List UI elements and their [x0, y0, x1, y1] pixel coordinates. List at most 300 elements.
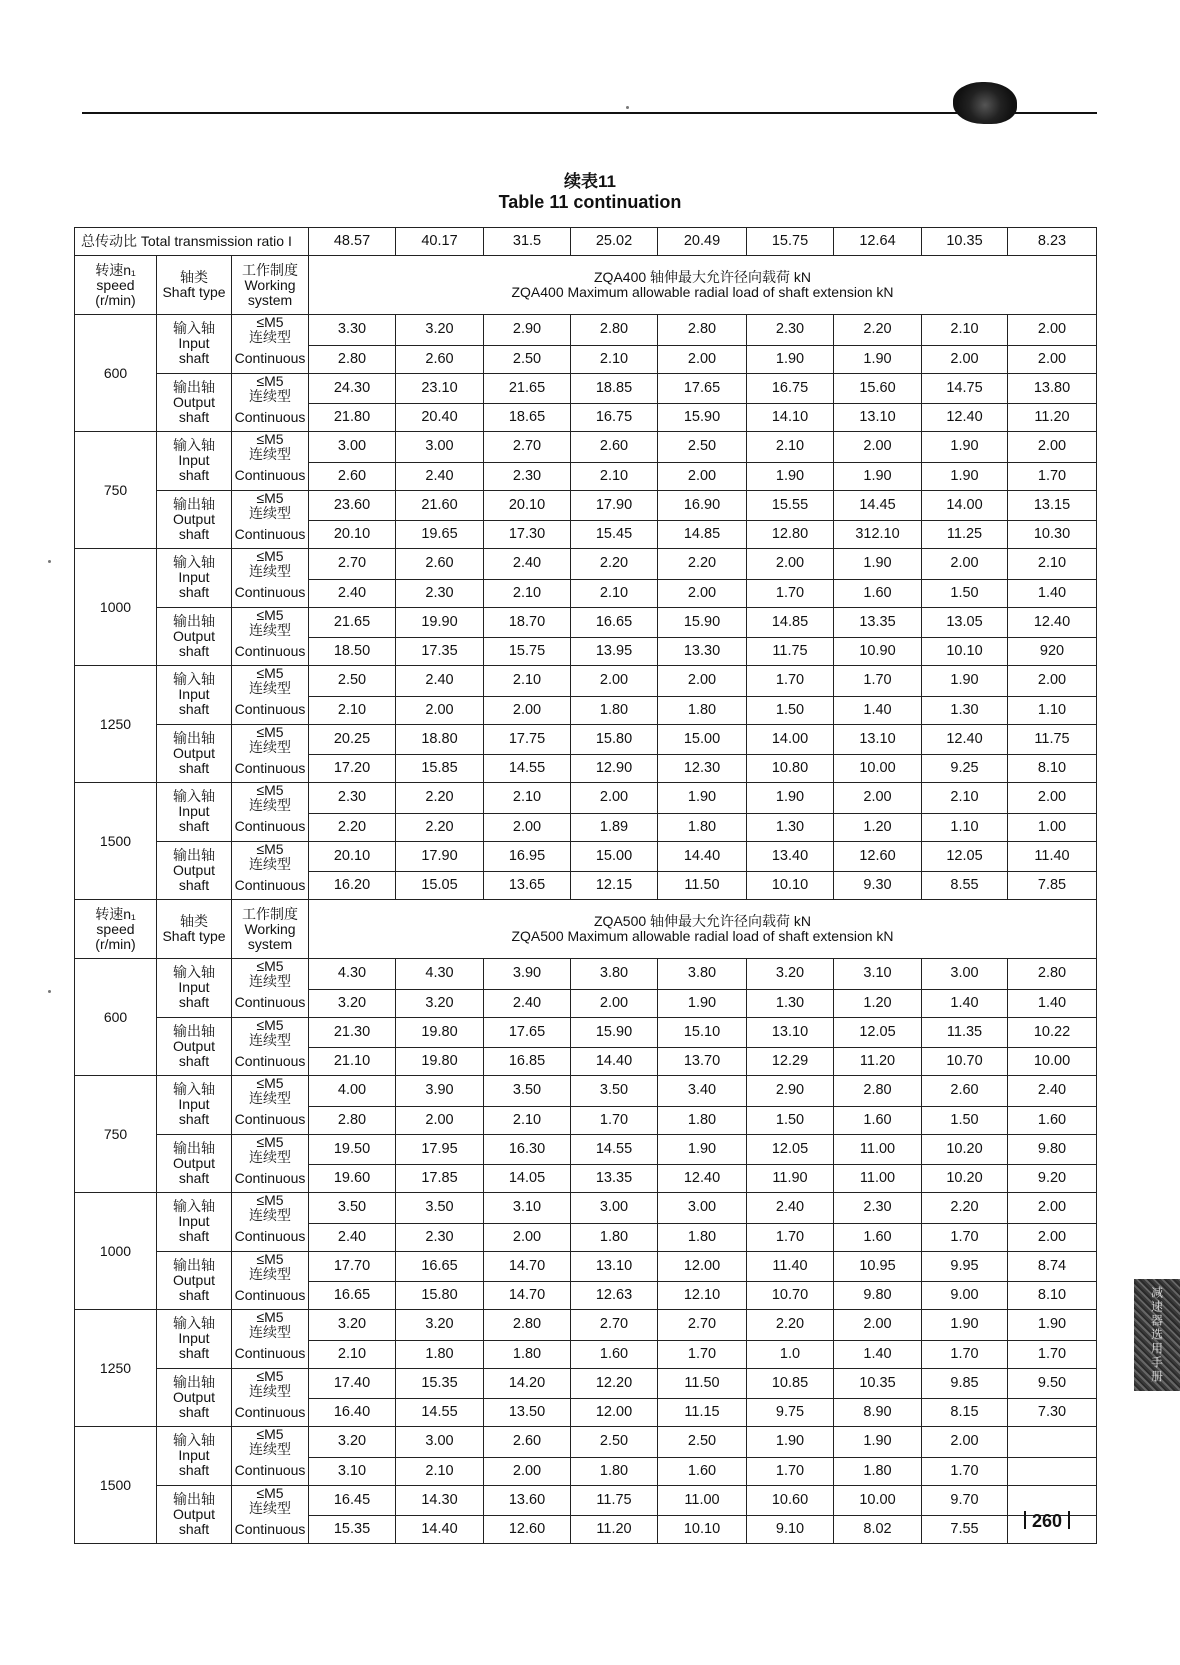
load-value: 1.60 — [834, 1106, 922, 1134]
output-shaft-label-line: shaft — [178, 525, 210, 542]
output-shaft-label-line: shaft — [178, 1403, 210, 1420]
input-shaft-label — [157, 1193, 232, 1252]
output-shaft-label-line: shaft — [178, 1052, 210, 1069]
working-system-m5-line: 连续型 — [249, 563, 291, 579]
input-shaft-label-line: Input — [178, 803, 210, 820]
section-header-row — [75, 900, 1097, 959]
working-system-continuous: Continuous — [232, 1516, 309, 1544]
table-row — [75, 373, 1097, 404]
load-value: 1.80 — [396, 1340, 484, 1368]
load-value: 17.20 — [309, 755, 396, 783]
load-value: 2.00 — [571, 989, 658, 1017]
speed-value: 1500 — [75, 1427, 157, 1544]
output-shaft-label-line: 输出轴 — [173, 495, 215, 512]
load-value: 12.15 — [571, 872, 658, 900]
table-row — [75, 549, 1097, 580]
load-value: 3.40 — [658, 1076, 747, 1107]
working-system-m5-line: 连续型 — [249, 738, 291, 755]
load-value: 3.20 — [396, 989, 484, 1017]
output-shaft-label — [157, 490, 232, 549]
load-value: 11.50 — [658, 1368, 747, 1399]
working-system-m5-line: 连续型 — [249, 504, 291, 521]
speed-header-line: 转速n₁ — [95, 261, 136, 278]
load-value: 4.30 — [396, 959, 484, 990]
table-row — [75, 607, 1097, 638]
working-system-m5-line: 连续型 — [249, 1031, 291, 1048]
load-value: 17.95 — [396, 1134, 484, 1165]
working-system-m5-line: 连续型 — [249, 1324, 291, 1340]
load-value: 2.00 — [922, 549, 1008, 580]
load-value: 17.70 — [309, 1251, 396, 1282]
ratio-value: 25.02 — [571, 228, 658, 256]
working-system-m5 — [232, 1485, 309, 1516]
load-value: 1.90 — [1008, 1310, 1097, 1341]
working-system-continuous: Continuous — [232, 1106, 309, 1134]
load-value: 3.20 — [396, 1310, 484, 1341]
load-value: 2.70 — [658, 1310, 747, 1341]
load-value: 2.80 — [484, 1310, 571, 1341]
load-value: 16.75 — [747, 373, 834, 404]
load-value: 2.00 — [396, 1106, 484, 1134]
speed-header — [75, 256, 157, 315]
load-value: 1.90 — [834, 549, 922, 580]
load-value: 18.50 — [309, 638, 396, 666]
input-shaft-label — [157, 432, 232, 491]
load-value: 17.40 — [309, 1368, 396, 1399]
load-value: 11.20 — [571, 1516, 658, 1544]
input-shaft-label-line: 输入轴 — [173, 788, 215, 805]
load-value: 14.05 — [484, 1165, 571, 1193]
load-value: 3.20 — [747, 959, 834, 990]
working-system-m5-line: ≤M5 — [256, 782, 284, 798]
side-tab-text: 减速器选用手册 — [1149, 1286, 1164, 1384]
input-shaft-label-line: Input — [178, 1096, 210, 1113]
load-value: 2.40 — [747, 1193, 834, 1224]
load-value: 14.40 — [658, 841, 747, 872]
load-value: 18.65 — [484, 404, 571, 432]
load-value: 12.00 — [571, 1399, 658, 1427]
load-value: 1.80 — [658, 1223, 747, 1251]
load-value: 16.85 — [484, 1048, 571, 1076]
load-value: 11.75 — [1008, 724, 1097, 755]
output-shaft-label — [157, 724, 232, 783]
load-value: 14.70 — [484, 1282, 571, 1310]
table-title-en: Table 11 continuation — [498, 192, 682, 212]
load-value: 1.90 — [922, 462, 1008, 490]
load-value: 2.10 — [396, 1457, 484, 1485]
load-value: 3.10 — [834, 959, 922, 990]
load-value: 1.90 — [658, 1134, 747, 1165]
speed-header-line: (r/min) — [95, 935, 136, 952]
load-value: 2.30 — [396, 579, 484, 607]
working-system-m5-line: 连续型 — [249, 1382, 291, 1399]
input-shaft-label-line: 输入轴 — [173, 964, 215, 981]
load-value: 12.63 — [571, 1282, 658, 1310]
load-value: 1.40 — [834, 696, 922, 724]
load-value: 2.00 — [571, 666, 658, 697]
working-system-m5-line: ≤M5 — [256, 1133, 284, 1150]
load-value: 1.70 — [922, 1340, 1008, 1368]
table-row — [75, 1017, 1097, 1048]
load-value: 1.80 — [658, 696, 747, 724]
input-shaft-label-line: 输入轴 — [173, 1432, 215, 1449]
load-value: 2.20 — [396, 813, 484, 841]
load-value: 2.40 — [1008, 1076, 1097, 1107]
load-value: 1.80 — [571, 696, 658, 724]
working-system-m5-line: 连续型 — [249, 1148, 291, 1165]
load-value: 17.30 — [484, 521, 571, 549]
load-value: 13.95 — [571, 638, 658, 666]
load-value: 14.75 — [922, 373, 1008, 404]
load-value: 2.10 — [484, 579, 571, 607]
table-row — [75, 1134, 1097, 1165]
load-value: 3.00 — [571, 1193, 658, 1224]
load-value: 10.35 — [834, 1368, 922, 1399]
load-value: 2.20 — [309, 813, 396, 841]
load-value: 12.80 — [747, 521, 834, 549]
load-value: 2.10 — [484, 1106, 571, 1134]
input-shaft-label-line: shaft — [178, 467, 210, 484]
load-value: 20.10 — [309, 521, 396, 549]
input-shaft-label — [157, 783, 232, 842]
load-value: 3.20 — [396, 315, 484, 346]
load-value: 1.80 — [658, 813, 747, 841]
load-value: 13.35 — [571, 1165, 658, 1193]
load-value: 7.55 — [922, 1516, 1008, 1544]
load-value: 15.60 — [834, 373, 922, 404]
load-value: 15.05 — [396, 872, 484, 900]
output-shaft-label-line: 输出轴 — [173, 1139, 215, 1156]
working-system-m5-line: ≤M5 — [256, 1484, 284, 1501]
shaft-type-header-line: Shaft type — [162, 284, 226, 300]
load-value: 2.30 — [747, 315, 834, 346]
load-value: 1.80 — [571, 1223, 658, 1251]
working-system-m5 — [232, 1134, 309, 1165]
load-value: 13.60 — [484, 1485, 571, 1516]
load-value: 11.40 — [747, 1251, 834, 1282]
load-value: 10.80 — [747, 755, 834, 783]
load-value: 14.40 — [396, 1516, 484, 1544]
working-system-m5-line: ≤M5 — [256, 723, 284, 740]
working-system-header-line: 工作制度 — [242, 905, 298, 922]
speed-header — [75, 900, 157, 959]
load-value: 12.40 — [1008, 607, 1097, 638]
load-value: 13.10 — [571, 1251, 658, 1282]
load-value: 1.50 — [922, 579, 1008, 607]
load-value: 2.60 — [396, 345, 484, 373]
output-shaft-label-line: Output — [172, 627, 216, 644]
working-system-m5 — [232, 1076, 309, 1107]
load-value: 13.35 — [834, 607, 922, 638]
working-system-m5-line: ≤M5 — [256, 665, 284, 681]
working-system-m5-line: ≤M5 — [256, 1075, 284, 1091]
load-value — [1008, 1427, 1097, 1458]
load-value: 2.00 — [922, 1427, 1008, 1458]
working-system-continuous: Continuous — [232, 638, 309, 666]
output-shaft-label-line: 输出轴 — [173, 846, 215, 863]
load-value: 2.00 — [1008, 1223, 1097, 1251]
load-value: 1.50 — [747, 696, 834, 724]
working-system-continuous: Continuous — [232, 1048, 309, 1076]
working-system-header-line: system — [247, 935, 293, 952]
input-shaft-label-line: Input — [178, 1330, 210, 1347]
load-value: 20.25 — [309, 724, 396, 755]
load-value: 11.75 — [747, 638, 834, 666]
load-value: 14.00 — [922, 490, 1008, 521]
load-value: 8.15 — [922, 1399, 1008, 1427]
output-shaft-label-line: Output — [172, 744, 216, 761]
load-value: 2.50 — [658, 432, 747, 463]
load-value: 3.50 — [571, 1076, 658, 1107]
load-value: 9.20 — [1008, 1165, 1097, 1193]
working-system-m5 — [232, 666, 309, 697]
working-system-m5-line: ≤M5 — [256, 958, 284, 974]
load-value: 10.22 — [1008, 1017, 1097, 1048]
working-system-m5-line: 连续型 — [249, 1090, 291, 1106]
load-value: 12.60 — [484, 1516, 571, 1544]
load-value: 16.20 — [309, 872, 396, 900]
section-header-row — [75, 256, 1097, 315]
output-shaft-label-line: shaft — [178, 642, 210, 659]
input-shaft-label-line: 输入轴 — [173, 320, 215, 337]
scan-speck — [48, 990, 51, 993]
load-value: 15.35 — [309, 1516, 396, 1544]
load-value: 21.80 — [309, 404, 396, 432]
load-value: 21.10 — [309, 1048, 396, 1076]
working-system-m5-line: 连续型 — [249, 855, 291, 872]
load-value: 2.00 — [484, 1223, 571, 1251]
scan-speck — [626, 106, 629, 109]
radial-load-table — [74, 227, 1097, 1544]
load-value: 2.00 — [1008, 345, 1097, 373]
load-value: 9.25 — [922, 755, 1008, 783]
speed-value: 1250 — [75, 1310, 157, 1427]
load-value: 2.10 — [309, 1340, 396, 1368]
load-value: 2.50 — [484, 345, 571, 373]
working-system-header-line: system — [247, 291, 293, 308]
load-value: 1.70 — [1008, 462, 1097, 490]
working-system-header — [232, 900, 309, 959]
output-shaft-label-line: Output — [172, 1505, 216, 1522]
working-system-m5-line: ≤M5 — [256, 372, 284, 389]
header-rule — [82, 112, 1097, 114]
working-system-continuous: Continuous — [232, 521, 309, 549]
load-value: 2.00 — [1008, 315, 1097, 346]
load-value: 2.50 — [658, 1427, 747, 1458]
load-value: 1.60 — [834, 579, 922, 607]
load-value: 10.85 — [747, 1368, 834, 1399]
input-shaft-label-line: shaft — [178, 1462, 210, 1479]
load-value: 12.40 — [922, 724, 1008, 755]
table-title-cn: 续表11 — [564, 172, 616, 191]
working-system-header — [232, 256, 309, 315]
load-value: 15.90 — [658, 607, 747, 638]
load-value: 1.30 — [747, 813, 834, 841]
table-row — [75, 1076, 1097, 1107]
load-value: 1.0 — [747, 1340, 834, 1368]
working-system-continuous: Continuous — [232, 404, 309, 432]
load-value — [1008, 1457, 1097, 1485]
load-value: 3.10 — [484, 1193, 571, 1224]
load-value: 12.10 — [658, 1282, 747, 1310]
load-value: 8.02 — [834, 1516, 922, 1544]
speed-header-line: 转速n₁ — [95, 905, 136, 922]
ratio-value: 48.57 — [309, 228, 396, 256]
load-value: 3.00 — [396, 1427, 484, 1458]
working-system-m5-line: ≤M5 — [256, 489, 284, 506]
working-system-continuous: Continuous — [232, 1457, 309, 1485]
output-shaft-label-line: shaft — [178, 1286, 210, 1303]
page-bar-left — [1024, 1511, 1026, 1529]
load-value: 13.10 — [834, 724, 922, 755]
load-value: 2.00 — [922, 345, 1008, 373]
load-value: 10.20 — [922, 1134, 1008, 1165]
load-value: 12.05 — [834, 1017, 922, 1048]
working-system-m5 — [232, 1251, 309, 1282]
load-value: 2.10 — [922, 315, 1008, 346]
load-value: 23.10 — [396, 373, 484, 404]
page-bar-right — [1068, 1511, 1070, 1529]
load-value: 1.20 — [834, 813, 922, 841]
load-value: 2.80 — [309, 1106, 396, 1134]
output-shaft-label — [157, 1485, 232, 1544]
load-value: 14.55 — [396, 1399, 484, 1427]
working-system-m5-line: 连续型 — [249, 973, 291, 989]
load-value: 1.89 — [571, 813, 658, 841]
load-value: 11.35 — [922, 1017, 1008, 1048]
load-value: 14.45 — [834, 490, 922, 521]
working-system-m5 — [232, 373, 309, 404]
load-value: 20.10 — [484, 490, 571, 521]
load-value: 2.00 — [1008, 432, 1097, 463]
load-value: 15.35 — [396, 1368, 484, 1399]
load-value: 9.00 — [922, 1282, 1008, 1310]
table-row — [75, 1427, 1097, 1458]
load-value: 4.00 — [309, 1076, 396, 1107]
input-shaft-label-line: 输入轴 — [173, 1081, 215, 1098]
load-value: 18.70 — [484, 607, 571, 638]
load-value: 17.90 — [396, 841, 484, 872]
load-value: 1.70 — [922, 1223, 1008, 1251]
ratio-value: 15.75 — [747, 228, 834, 256]
load-value: 15.85 — [396, 755, 484, 783]
table-row — [75, 315, 1097, 346]
load-value: 16.90 — [658, 490, 747, 521]
working-system-m5 — [232, 959, 309, 990]
load-value: 2.20 — [747, 1310, 834, 1341]
load-value: 9.30 — [834, 872, 922, 900]
working-system-m5-line: ≤M5 — [256, 431, 284, 447]
load-value: 2.10 — [309, 696, 396, 724]
load-value: 15.55 — [747, 490, 834, 521]
load-value: 2.20 — [658, 549, 747, 580]
load-value: 1.10 — [922, 813, 1008, 841]
load-value: 8.55 — [922, 872, 1008, 900]
load-value: 2.10 — [484, 783, 571, 814]
output-shaft-label-line: Output — [172, 393, 216, 410]
load-value: 1.90 — [834, 345, 922, 373]
input-shaft-label-line: Input — [178, 335, 210, 352]
page-number — [1018, 1511, 1076, 1532]
load-value: 2.00 — [1008, 666, 1097, 697]
load-value: 2.00 — [484, 1457, 571, 1485]
load-value: 2.10 — [571, 345, 658, 373]
table-row — [75, 783, 1097, 814]
load-value: 1.10 — [1008, 696, 1097, 724]
load-value: 1.70 — [747, 579, 834, 607]
load-value: 2.80 — [658, 315, 747, 346]
working-system-m5 — [232, 724, 309, 755]
load-value: 14.00 — [747, 724, 834, 755]
load-value: 2.00 — [834, 432, 922, 463]
output-shaft-label-line: Output — [172, 1037, 216, 1054]
shaft-type-header — [157, 256, 232, 315]
load-value: 3.20 — [309, 989, 396, 1017]
shaft-type-header-line: 轴类 — [180, 269, 208, 285]
load-value: 3.90 — [484, 959, 571, 990]
load-value: 1.90 — [747, 1427, 834, 1458]
ratio-value: 31.5 — [484, 228, 571, 256]
shaft-type-header — [157, 900, 232, 959]
load-value: 10.95 — [834, 1251, 922, 1282]
section-title — [309, 900, 1097, 959]
working-system-m5-line: 连续型 — [249, 446, 291, 462]
working-system-m5-line: 连续型 — [249, 1441, 291, 1457]
load-value: 7.30 — [1008, 1399, 1097, 1427]
load-value: 10.30 — [1008, 521, 1097, 549]
load-value: 14.55 — [484, 755, 571, 783]
load-value: 2.30 — [834, 1193, 922, 1224]
load-value: 1.70 — [834, 666, 922, 697]
load-value: 10.70 — [747, 1282, 834, 1310]
load-value: 10.00 — [1008, 1048, 1097, 1076]
load-value: 17.85 — [396, 1165, 484, 1193]
working-system-header-line: 工作制度 — [242, 261, 298, 278]
load-value: 4.30 — [309, 959, 396, 990]
table-row — [75, 666, 1097, 697]
load-value: 9.70 — [922, 1485, 1008, 1516]
load-value: 2.80 — [834, 1076, 922, 1107]
working-system-m5-line: ≤M5 — [256, 1016, 284, 1033]
load-value: 1.30 — [922, 696, 1008, 724]
load-value: 18.85 — [571, 373, 658, 404]
output-shaft-label-line: 输出轴 — [173, 1256, 215, 1273]
ratio-label: 总传动比 Total transmission ratio I — [75, 228, 309, 256]
load-value: 3.80 — [571, 959, 658, 990]
load-value: 19.50 — [309, 1134, 396, 1165]
load-value: 2.10 — [484, 666, 571, 697]
working-system-m5-line: ≤M5 — [256, 548, 284, 564]
load-value: 15.10 — [658, 1017, 747, 1048]
input-shaft-label-line: Input — [178, 979, 210, 996]
load-value: 13.65 — [484, 872, 571, 900]
load-value: 15.75 — [484, 638, 571, 666]
ratio-row — [75, 228, 1097, 256]
load-value: 11.50 — [658, 872, 747, 900]
load-value: 1.90 — [834, 1427, 922, 1458]
load-value: 9.80 — [1008, 1134, 1097, 1165]
load-value: 15.90 — [571, 1017, 658, 1048]
working-system-m5-line: ≤M5 — [256, 1426, 284, 1442]
load-value: 13.40 — [747, 841, 834, 872]
ratio-value: 10.35 — [922, 228, 1008, 256]
load-value: 21.60 — [396, 490, 484, 521]
load-value: 2.50 — [309, 666, 396, 697]
load-value: 1.40 — [834, 1340, 922, 1368]
load-value: 19.80 — [396, 1017, 484, 1048]
ratio-value: 12.64 — [834, 228, 922, 256]
load-value: 2.60 — [396, 549, 484, 580]
